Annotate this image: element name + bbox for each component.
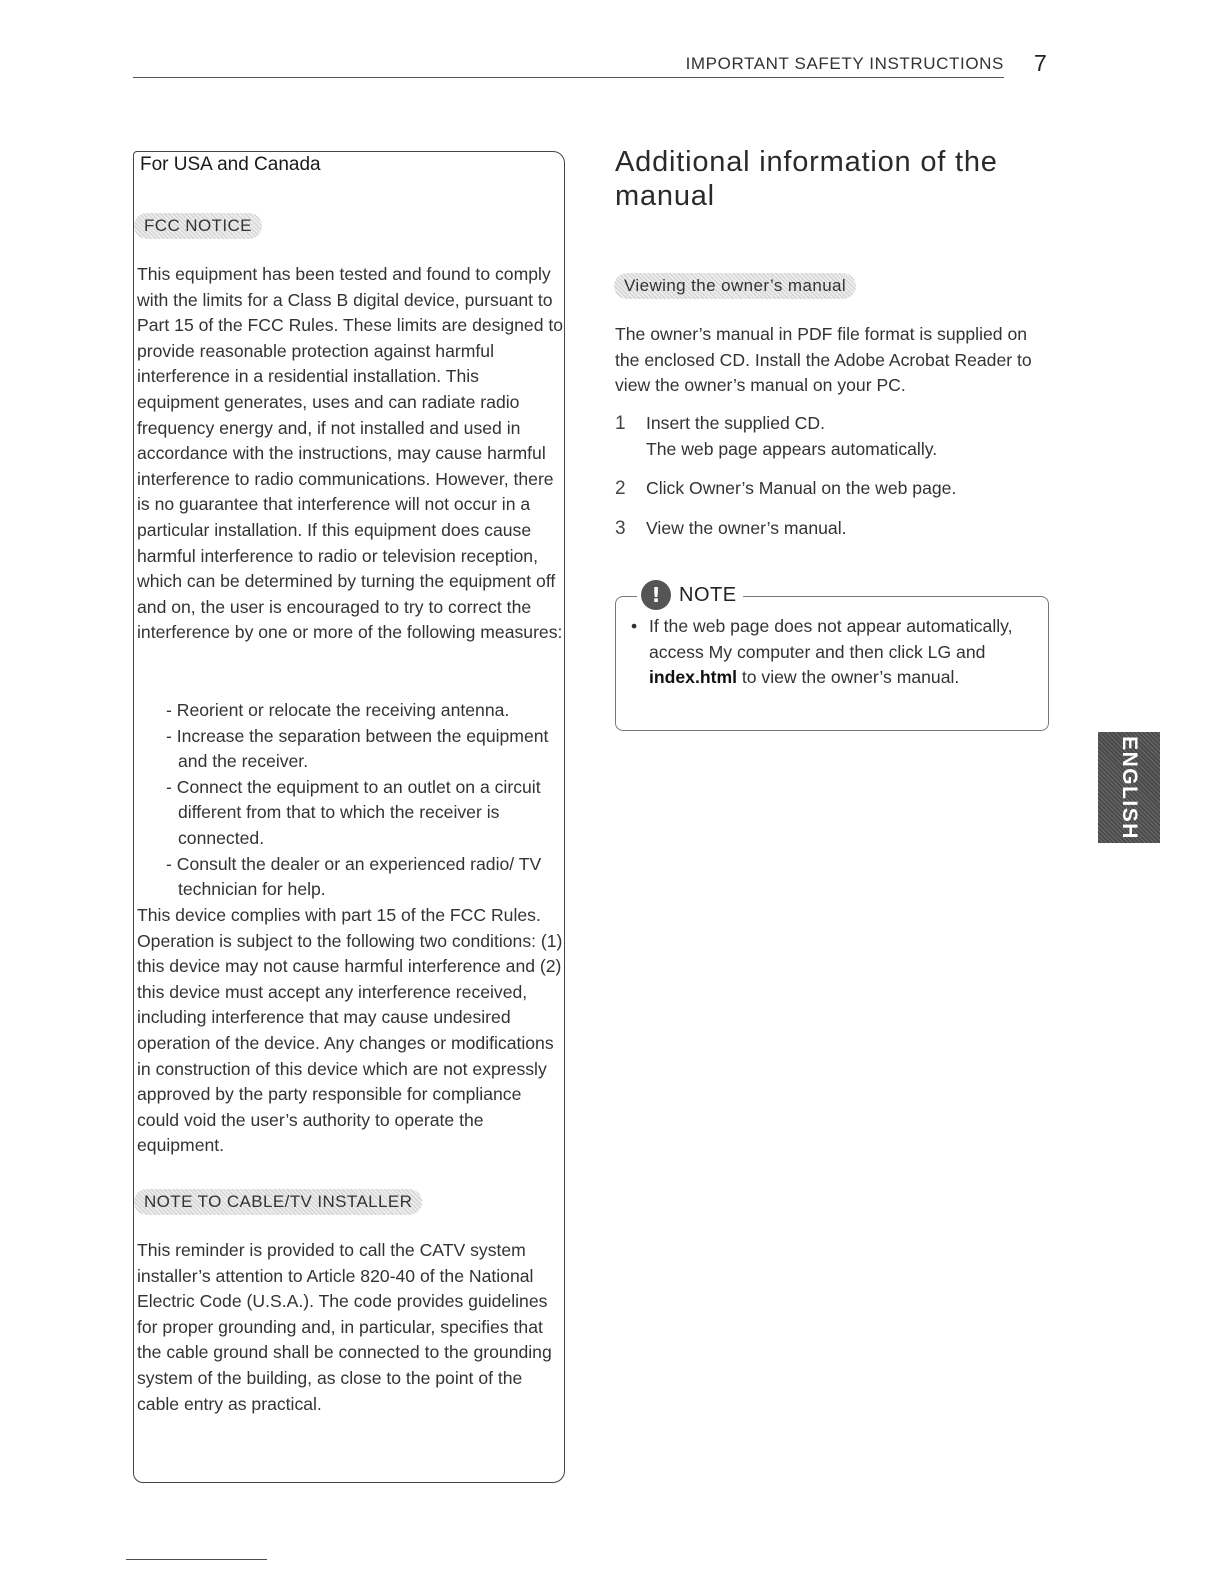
page-number: 7	[1034, 50, 1047, 76]
note-label: NOTE	[679, 583, 737, 606]
exclamation-icon: !	[641, 580, 671, 610]
step-text: Click Owner’s Manual on the web page.	[646, 478, 957, 499]
page-header-title: IMPORTANT SAFETY INSTRUCTIONS	[685, 54, 1004, 73]
list-item	[615, 516, 1055, 542]
step-number: 1	[615, 413, 626, 434]
list-item: - Reorient or relocate the receiving antenna.	[166, 700, 510, 720]
steps-list	[615, 411, 1055, 555]
catv-installer-tag: NOTE TO CABLE/TV INSTALLER	[134, 1189, 422, 1215]
note-text	[631, 614, 1049, 691]
list-item: - Connect the equipment to an outlet on a circuit different from that to which the receiver is connected.	[166, 776, 541, 848]
step-text: View the owner’s manual.	[646, 517, 847, 538]
list-item	[615, 476, 1055, 502]
box-title: For USA and Canada	[140, 154, 321, 175]
intro-paragraph: The owner’s manual in PDF file format is supplied on the enclosed CD. Install the Adobe Acrobat Reader to view the owner’s manual on your PC.	[615, 324, 1032, 396]
step-number: 2	[615, 478, 626, 500]
step-number: 3	[615, 517, 626, 539]
note-text-after: to view the owner’s manual.	[736, 667, 960, 688]
list-item: - Consult the dealer or an experienced radio/ TV technician for help.	[166, 853, 542, 900]
list-item: - Increase the separation between the equipment and the receiver.	[166, 725, 549, 772]
note-header	[637, 580, 743, 610]
list-item	[615, 411, 1055, 462]
catv-paragraph: This reminder is provided to call the CATV system installer’s attention to Article 820-40 of the National Electric Code (U.S.A.). The code provides guidelines for proper grounding and, in particular, specifies that the cable ground shall be connected to the grounding system of the building, as close to the point of the cable entry as practical.	[137, 1240, 552, 1414]
fcc-paragraph: This equipment has been tested and found to comply with the limits for a Class B digital device, pursuant to Part 15 of the FCC Rules. These limits are designed to provide reasonable protection against harmful interference in a residential installation. This equipment generates, uses and can radiate radio frequency energy and, if not installed and used in accordance with the instructions, may cause harmful interference to radio communications. However, there is no guarantee that interference will not occur in a particular installation. If this equipment does cause harmful interference to radio or television reception, which can be determined by turning the equipment off and on, the user is encouraged to try to correct the interference by one or more of the following measures:	[137, 264, 564, 643]
step-text: Insert the supplied CD.	[646, 413, 825, 433]
measures-list	[166, 698, 561, 903]
footer-divider	[126, 1559, 267, 1560]
viewing-manual-tag: Viewing the owner’s manual	[614, 273, 856, 299]
fcc-notice-tag: FCC NOTICE	[134, 213, 262, 239]
language-tab	[1098, 732, 1160, 843]
header-divider	[133, 77, 1004, 78]
note-filename: index.html	[649, 667, 737, 688]
bullet-icon: •	[631, 616, 638, 636]
step-subtext: The web page appears automatically.	[646, 438, 938, 459]
language-tab-label: ENGLISH	[1118, 735, 1141, 840]
note-text-before: If the web page does not appear automatically, access My computer and then click LG and	[649, 616, 1013, 662]
section-title: Additional information of the manual	[615, 146, 998, 212]
fcc-compliance-paragraph: This device complies with part 15 of the FCC Rules. Operation is subject to the following two conditions: (1) this device may not cause harmful interference and (2) this device must accept any interference received, including interference that may cause undesired operation of the device. Any changes or modifications in construction of this device which are not expressly approved by the party responsible for compliance could void the user’s authority to operate the equipment.	[137, 905, 563, 1156]
